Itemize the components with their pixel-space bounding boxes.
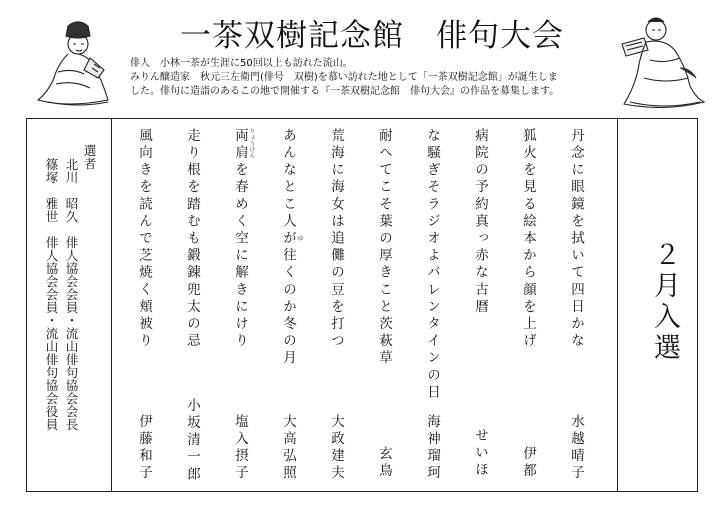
- right-divider: [617, 119, 618, 491]
- ruby-poem-8: りょうけん: [248, 128, 255, 158]
- left-divider: [111, 119, 112, 491]
- author-9: 小坂清一郎: [184, 398, 200, 484]
- poem-5: 耐へてこそ葉の厚きこと茨萩草: [376, 128, 392, 368]
- poem-6: 荒海に海女は追儺の豆を打つ: [328, 128, 344, 351]
- intro-line-1: 俳人 小林一茶が生涯に50回以上も訪れた流山。: [130, 58, 353, 69]
- intro-line-3: した。俳句に造詣のあるこの地で開催する『一茶双樹記念館 俳句大会』の作品を募集します。: [130, 86, 560, 97]
- poem-7: あんなとこ人が往くのか冬の月: [280, 128, 296, 368]
- author-4: 海神瑠珂: [424, 414, 440, 483]
- reading-poet-portrait-icon: [610, 8, 706, 112]
- poem-8: 両肩を春めく空に解きにけり: [232, 128, 248, 351]
- selectors-heading: 選者: [82, 144, 97, 170]
- author-3: せいほ: [472, 428, 488, 480]
- ruby-poem-7: ゆ: [296, 235, 303, 241]
- poem-board: [26, 118, 698, 492]
- poem-4: な騒ぎそラジオよバレンタインの日: [424, 128, 440, 402]
- intro-line-2: みりん醸造家 秋元三左衛門(俳号 双樹)を慕い訪れた地として「一茶双樹記念館」が誕生しま: [130, 72, 558, 83]
- selector-kitagawa: 北川 昭久 俳人協会会員・流山俳句協会会長: [64, 158, 79, 431]
- author-10: 伊藤和子: [136, 414, 152, 483]
- month-label: ２月入選: [649, 240, 680, 364]
- intro-text: [130, 57, 610, 99]
- author-2: 伊都: [520, 446, 536, 481]
- author-8: 塩入摂子: [232, 414, 248, 483]
- poem-9: 走り根を踏むも鍛錬兜太の忌: [184, 128, 200, 351]
- issa-portrait-icon: [28, 14, 116, 110]
- author-6: 大政建夫: [328, 414, 344, 483]
- author-5: 玄鳥: [376, 446, 392, 481]
- poem-3: 病院の予約真っ赤な古暦: [472, 128, 488, 317]
- author-7: 大高弘照: [280, 414, 296, 483]
- poem-1: 丹念に眼鏡を拭いて四日かな: [568, 128, 584, 351]
- poem-10: 風向きを読んで芝焼く頬被り: [136, 128, 152, 351]
- page-title: 一茶双樹記念館 俳句大会: [180, 18, 564, 54]
- author-1: 水越晴子: [568, 414, 584, 483]
- selector-shinozuka: 篠塚 雅世 俳人協会会員・流山俳句協会役員: [44, 158, 59, 431]
- poem-2: 狐火を見る絵本から顔を上げ: [520, 128, 536, 351]
